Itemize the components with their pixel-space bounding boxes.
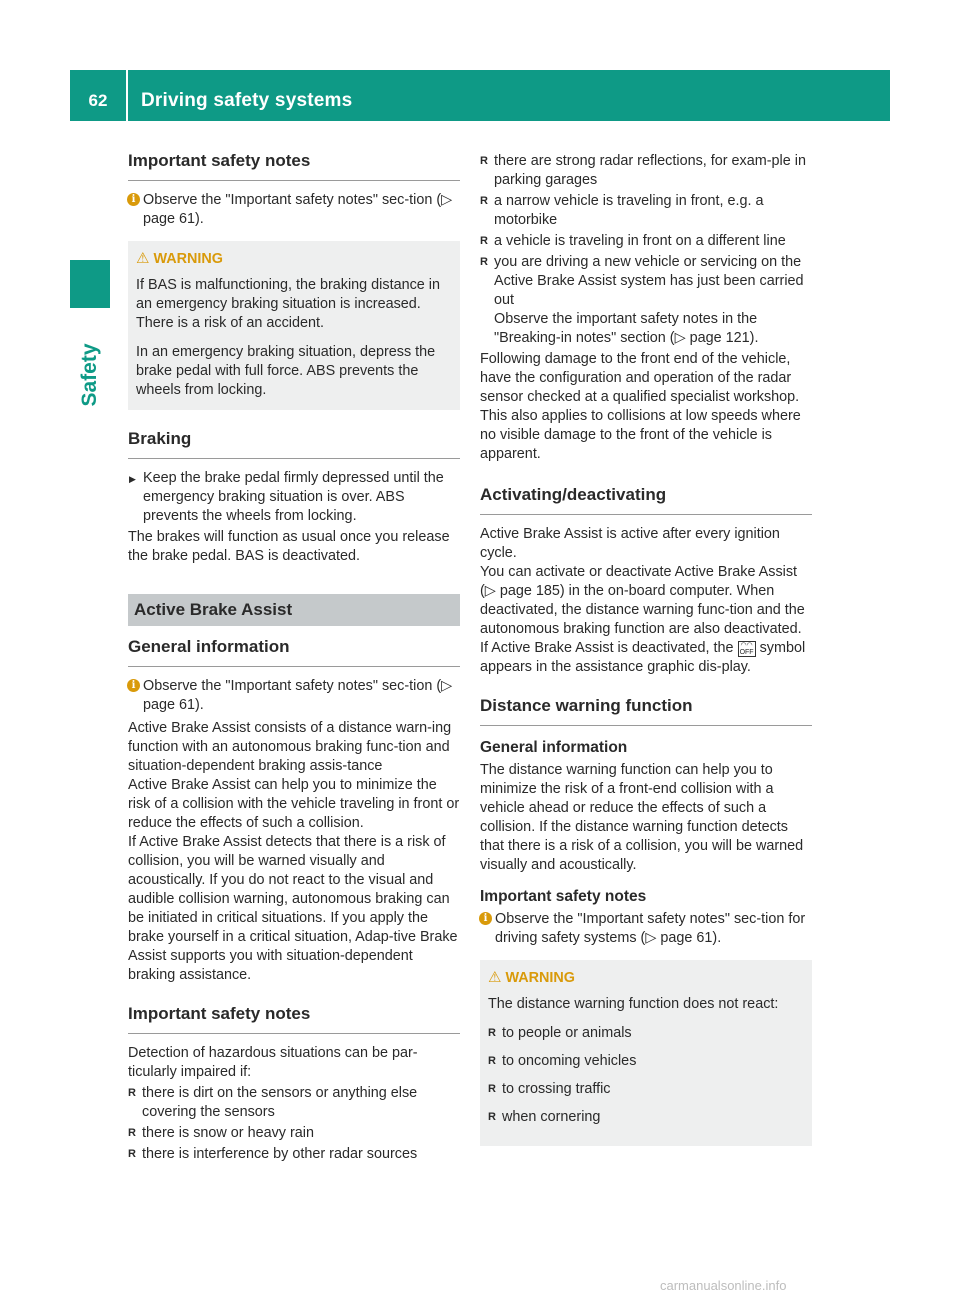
info-note-text: Observe the "Important safety notes" sec-tion (▷ page 61). xyxy=(143,678,453,713)
heading-distance-warning-function: Distance warning function xyxy=(480,695,812,726)
subheading-important-safety-notes: Important safety notes xyxy=(480,888,647,905)
warning-title xyxy=(136,249,452,269)
chapter-title: Driving safety systems xyxy=(141,90,353,111)
list-item: R a narrow vehicle is traveling in front, e.g. a motorbike xyxy=(480,192,812,230)
action-step: ▶ Keep the brake pedal firmly depressed until the emergency braking situation is over. ABS prevents the wheels from locking. xyxy=(128,469,460,526)
paragraph: You can activate or deactivate Active Brake Assist (▷ page 185) in the on-board computer. When deactivated, the distance warning func-tion and the autonomous braking function are also deactivated. xyxy=(480,564,805,637)
paragraph: The brakes will function as usual once you release the brake pedal. BAS is deactivated. xyxy=(128,529,450,564)
list-item: R to oncoming vehicles xyxy=(488,1052,804,1071)
info-icon: i xyxy=(479,912,492,925)
section-title-bar xyxy=(128,594,460,626)
info-note xyxy=(480,910,812,948)
heading-braking: Braking xyxy=(128,428,460,459)
warning-paragraph: The distance warning function does not react: xyxy=(488,996,779,1012)
paragraph: Detection of hazardous situations can be par-ticularly impaired if: xyxy=(128,1045,418,1080)
list-item-note: Observe the important safety notes in the "Breaking-in notes" section (▷ page 121). xyxy=(494,311,759,346)
list-item-text: you are driving a new vehicle or servicing on the Active Brake Assist system has just been carried out xyxy=(494,254,804,308)
warning-title-text: WARNING xyxy=(505,970,576,986)
info-note xyxy=(128,677,460,715)
list-item: R to crossing traffic xyxy=(488,1080,804,1099)
paragraph xyxy=(480,639,812,677)
list-item: R a vehicle is traveling in front on a different line xyxy=(480,232,812,251)
paragraph: Active Brake Assist consists of a distance warn-ing function with an autonomous braking func-tion and situation-dependent braking assis-tance xyxy=(128,720,452,774)
list-item: R there is dirt on the sensors or anything else covering the sensors xyxy=(128,1084,460,1122)
warning-triangle-icon: ⚠ xyxy=(488,969,502,986)
heading-general-information: General information xyxy=(128,636,460,667)
warning-title xyxy=(488,968,804,988)
warning-box xyxy=(480,960,812,1146)
paragraph: Active Brake Assist can help you to minimize the risk of a collision with the vehicle traveling in front or reduce the effects of such a collision. xyxy=(128,777,460,831)
paragraph: Active Brake Assist is active after every ignition cycle. xyxy=(480,526,780,561)
paragraph: Following damage to the front end of the vehicle, have the configuration and operation of the radar sensor checked at a qualified specialist workshop. This also applies to collisions at low speeds where no visible damage to the front of the vehicle is apparent. xyxy=(480,351,801,462)
side-label xyxy=(70,330,110,420)
list-item: R there is interference by other radar sources xyxy=(128,1145,460,1164)
active-brake-assist-off-icon: ◠◠ OFF xyxy=(739,642,754,656)
header-divider xyxy=(126,70,128,121)
paragraph-text: If Active Brake Assist is deactivated, the xyxy=(480,640,734,656)
watermark: carmanualsonline.info xyxy=(660,1278,787,1293)
section-title: Active Brake Assist xyxy=(134,600,293,619)
warning-paragraph: In an emergency braking situation, depress the brake pedal with full force. ABS prevents the wheels from locking. xyxy=(136,344,436,398)
list-item: R when cornering xyxy=(488,1108,804,1127)
info-note-text: Observe the "Important safety notes" sec-tion (▷ page 61). xyxy=(143,192,453,227)
symbol-label: OFF xyxy=(739,649,754,656)
warning-box xyxy=(128,241,460,410)
heading-activating-deactivating: Activating/deactivating xyxy=(480,484,812,515)
paragraph: The distance warning function can help you to minimize the risk of a front-end collision with a vehicle ahead or reduce the effects of such a collision. If the distance warning function detects that there is a risk of a collision, you will be warned visually and acoustically. xyxy=(480,762,804,873)
list-item: R there is snow or heavy rain xyxy=(128,1124,460,1143)
right-column xyxy=(480,150,812,1158)
warning-title-text: WARNING xyxy=(153,251,224,267)
page-number: 62 xyxy=(88,91,108,110)
warning-triangle-icon: ⚠ xyxy=(136,250,150,267)
paragraph-text: symbol appears in the assistance graphic dis-play. xyxy=(480,640,806,675)
warning-paragraph: If BAS is malfunctioning, the braking distance in an emergency braking situation is increased. There is a risk of an accident. xyxy=(136,277,440,331)
list-item: R to people or animals xyxy=(488,1024,804,1043)
left-column xyxy=(128,150,460,1166)
side-tab-marker xyxy=(70,260,110,308)
info-icon: i xyxy=(127,679,140,692)
heading-important-safety-notes: Important safety notes xyxy=(128,1003,460,1034)
subheading-general-information: General information xyxy=(480,739,628,756)
info-note-text: Observe the "Important safety notes" sec-tion for driving safety systems (▷ page 61). xyxy=(495,911,806,946)
list-item: R there are strong radar reflections, for exam-ple in parking garages xyxy=(480,152,812,190)
list-item xyxy=(480,253,812,348)
bullet-list xyxy=(488,1024,804,1127)
bullet-list xyxy=(128,1084,460,1164)
bullet-list xyxy=(480,152,812,348)
info-note xyxy=(128,191,460,229)
paragraph: If Active Brake Assist detects that there is a risk of collision, you will be warned visually and acoustically. If you do not react to the visual and audible collision warning, autonomous braking can be initiated in critical situations. If you apply the brake yourself in a critical situation, Adap-tive Brake Assist supports you with situation-dependent braking assistance. xyxy=(128,834,458,983)
info-icon: i xyxy=(127,193,140,206)
side-label-text: Safety xyxy=(78,343,101,407)
heading-important-safety-notes: Important safety notes xyxy=(128,150,460,181)
